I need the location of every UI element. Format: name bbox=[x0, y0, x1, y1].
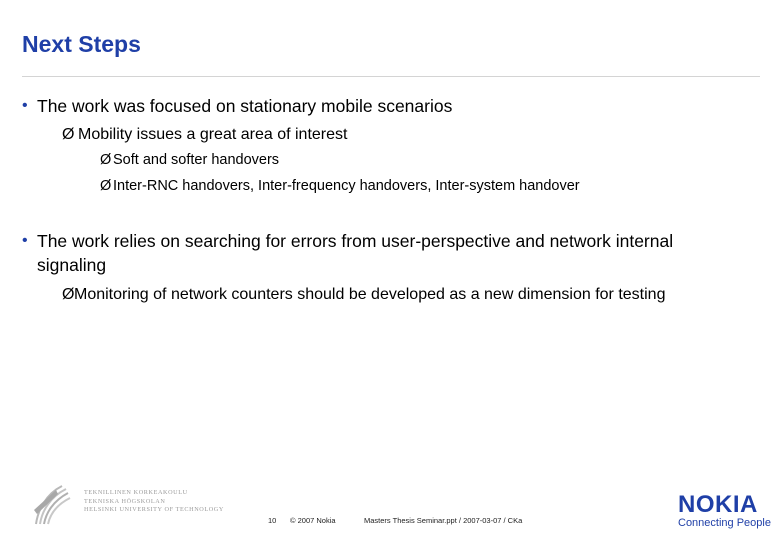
arrow-marker: Ø bbox=[100, 152, 112, 168]
arrow-marker: Ø bbox=[62, 286, 75, 303]
bullet-text: Monitoring of network counters should be developed as a new dimension for testing bbox=[74, 286, 666, 303]
arrow-marker: Ø bbox=[100, 178, 112, 194]
brand-tagline: Connecting People bbox=[678, 517, 771, 529]
brand-name: NOKIA bbox=[678, 491, 758, 518]
bullet-marker: • bbox=[22, 97, 28, 114]
bullet-level1 bbox=[22, 94, 722, 118]
bullet-level1 bbox=[22, 229, 722, 277]
bullet-level3 bbox=[100, 177, 580, 195]
bullet-text: Mobility issues a great area of interest bbox=[78, 126, 348, 143]
bullet-text: The work relies on searching for errors from user-perspective and network internal signaling bbox=[37, 231, 674, 275]
arrow-marker: Ø bbox=[62, 126, 75, 143]
bullet-marker: • bbox=[22, 232, 28, 249]
bullet-text: Soft and softer handovers bbox=[113, 152, 280, 168]
university-line: TEKNILLINEN KORKEAKOULU bbox=[84, 489, 188, 496]
university-line: HELSINKI UNIVERSITY OF TECHNOLOGY bbox=[84, 506, 224, 513]
title-divider bbox=[22, 76, 760, 77]
bullet-level2 bbox=[62, 285, 665, 305]
file-info: Masters Thesis Seminar.ppt / 2007-03-07 / CKa bbox=[364, 516, 523, 525]
copyright-text: © 2007 Nokia bbox=[290, 516, 336, 525]
bullet-level2 bbox=[62, 125, 347, 145]
page-number: 10 bbox=[268, 516, 277, 525]
bullet-text: Inter-RNC handovers, Inter-frequency handovers, Inter-system handover bbox=[113, 178, 580, 194]
slide-title: Next Steps bbox=[22, 31, 141, 57]
university-name bbox=[84, 489, 224, 515]
nokia-logo bbox=[678, 491, 771, 530]
bullet-level3 bbox=[100, 151, 279, 169]
bullet-text: The work was focused on stationary mobile scenarios bbox=[37, 96, 453, 116]
university-line: TEKNISKA HÖGSKOLAN bbox=[84, 497, 166, 505]
